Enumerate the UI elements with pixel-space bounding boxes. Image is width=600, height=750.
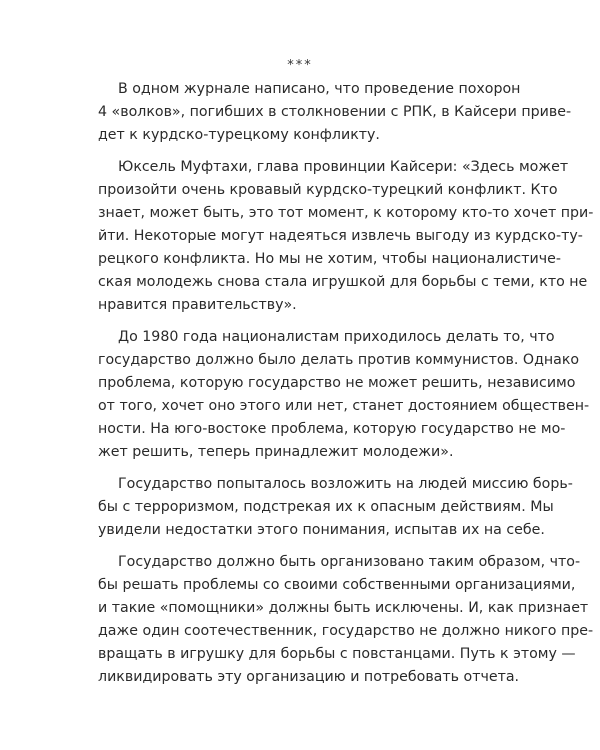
paragraph [98, 473, 573, 542]
text-line: вращать в игрушку для борьбы с повстанцами. Путь к этому — [98, 646, 576, 662]
text-line: проблема, которую государство не может решить, независимо [98, 375, 576, 391]
text-line: Государство должно быть организовано таким образом, что- [118, 554, 581, 570]
paragraph [98, 78, 572, 147]
text-line: дет к курдско-турецкому конфликту. [98, 127, 380, 143]
body-text [98, 78, 594, 698]
text-line: До 1980 года националистам приходилось делать то, что [118, 329, 555, 345]
text-line: ликвидировать эту организацию и потребовать отчета. [98, 669, 520, 685]
paragraph [98, 156, 594, 317]
text-line: произойти очень кровавый курдско-турецкий конфликт. Кто [98, 182, 558, 198]
text-line: бы с терроризмом, подстрекая их к опасным действиям. Мы [98, 499, 554, 515]
text-line: государство должно было делать против коммунистов. Однако [98, 352, 580, 368]
text-line: Государство попыталось возложить на людей миссию борь- [118, 476, 573, 492]
text-line: Юксель Муфтахи, глава провинции Кайсери: «Здесь может [118, 159, 569, 175]
text-line: от того, хочет оно этого или нет, станет достоянием обществен- [98, 398, 590, 414]
text-line: бы решать проблемы со своими собственными организациями, [98, 577, 576, 593]
text-line: рецкого конфликта. Но мы не хотим, чтобы националистиче- [98, 251, 561, 267]
text-line: нравится правительству». [98, 297, 297, 313]
text-line: даже один соотечественник, государство не должно никого пре- [98, 623, 594, 639]
text-line: йти. Некоторые могут надеяться извлечь выгоду из курдско-ту- [98, 228, 583, 244]
text-line: ности. На юго-востоке проблема, которую государство не мо- [98, 421, 566, 437]
paragraph [98, 326, 590, 464]
text-line: В одном журнале написано, что проведение похорон [118, 81, 521, 97]
text-line: жет решить, теперь принадлежит молодежи». [98, 444, 454, 460]
text-line: 4 «волков», погибших в столкновении с РПК, в Кайсери приве- [98, 104, 572, 120]
text-line: и такие «помощники» должны быть исключены. И, как признает [98, 600, 589, 616]
text-line: ская молодежь снова стала игрушкой для борьбы с теми, кто не [98, 274, 588, 290]
text-line: знает, может быть, это тот момент, к которому кто-то хочет при- [98, 205, 594, 221]
paragraph [98, 551, 594, 689]
section-separator: *** [287, 58, 313, 73]
text-line: увидели недостатки этого понимания, испытав их на себе. [98, 522, 545, 538]
